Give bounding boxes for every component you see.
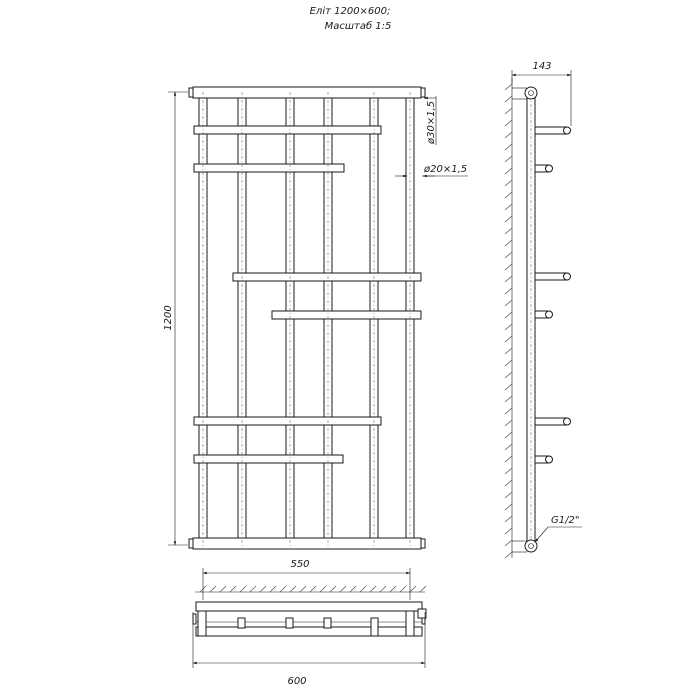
bar-pipe-label: ø20×1,5	[424, 164, 468, 175]
bottom-collector-pipe	[193, 538, 421, 549]
side-view	[505, 61, 582, 558]
main-pipe-callout	[424, 96, 437, 145]
top-view-collector	[196, 602, 422, 611]
height-dimension-label: 1200	[163, 305, 174, 331]
top-collector-pipe	[193, 87, 421, 98]
drawing-scale: Масштаб 1:5	[324, 21, 392, 32]
drawing-title: Еліт 1200×600;	[309, 6, 391, 17]
main-pipe-label: ø30×1,5	[426, 100, 437, 144]
horizontal-bar	[233, 273, 421, 281]
width-centers-label: 550	[290, 559, 310, 570]
horizontal-bar	[194, 417, 381, 425]
side-view-wall-hatch	[505, 78, 512, 558]
horizontal-bar	[272, 311, 421, 319]
thread-label: G1/2"	[551, 515, 580, 526]
vertical-bars	[199, 96, 414, 544]
top-connection	[525, 87, 537, 99]
horizontal-bars	[194, 126, 421, 463]
top-view	[193, 559, 426, 687]
width-total-label: 600	[287, 676, 307, 687]
side-bar-stubs	[535, 127, 571, 463]
top-view-front-bar	[196, 627, 422, 636]
height-dimension	[163, 92, 188, 545]
front-view	[189, 87, 425, 549]
horizontal-bar	[194, 126, 381, 134]
depth-label: 143	[532, 61, 552, 72]
horizontal-bar	[194, 164, 344, 172]
top-view-wall-hatch	[195, 586, 426, 592]
horizontal-bar	[194, 455, 343, 463]
